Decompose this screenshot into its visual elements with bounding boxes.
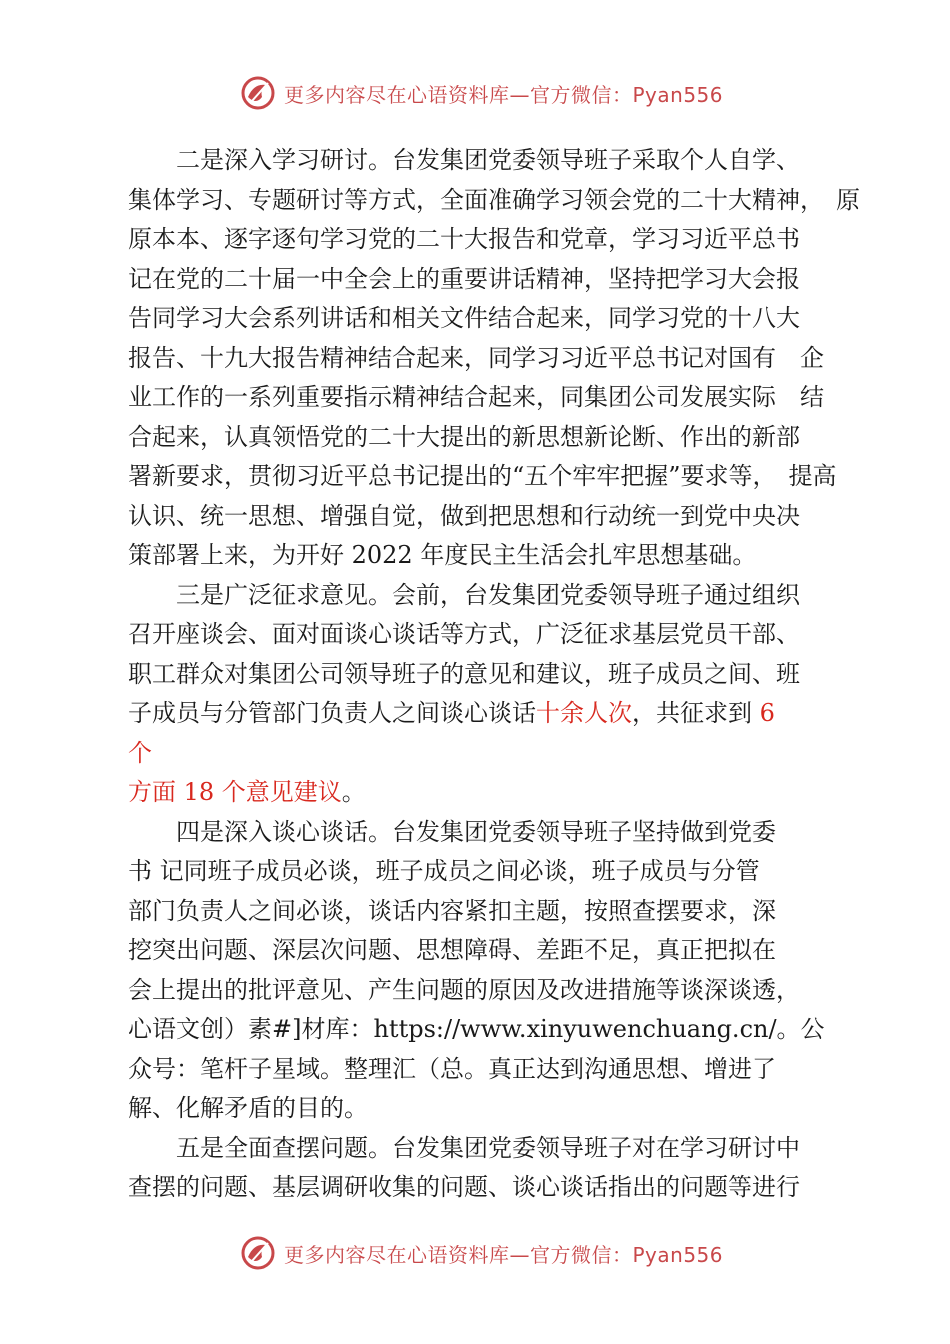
highlight-count-aspects: 6: [759, 699, 775, 727]
p3-line-5: 个: [128, 738, 152, 767]
p2-line-4: 记在党的二十届一中全会上的重要讲话精神，坚持把学习大会报: [128, 264, 800, 293]
swirl-logo-icon: [240, 1235, 276, 1271]
p3-line-6-period: 。: [341, 778, 366, 806]
p2-line-2: 集体学习、专题研讨等方式，全面准确学习领会党的二十大精神， 原: [128, 185, 860, 214]
footer-banner: [240, 1231, 723, 1275]
p4-line-5: 会上提出的批评意见、产生问题的原因及改进措施等谈深谈透，: [128, 975, 800, 1004]
highlight-count-people: 十余人次: [536, 699, 632, 727]
footer-banner-text: 更多内容尽在心语资料库—官方微信：Pyan556: [284, 1242, 724, 1267]
p4-line-8: 解、化解矛盾的目的。: [128, 1094, 368, 1122]
p3-line-4-text: 子成员与分管部门负责人之间谈心谈话: [128, 699, 536, 727]
p2-line-11: 策部署上来，为开好 2022 年度民主生活会扎牢思想基础。: [128, 541, 757, 569]
p2-line-8: 合起来，认真领悟党的二十大提出的新思想新论断、作出的新部: [128, 422, 800, 451]
p4-line-3: 部门负责人之间必谈，谈话内容紧扣主题，按照查摆要求，深: [128, 896, 776, 925]
p3-line-2: 召开座谈会、面对面谈心谈话等方式，广泛征求基层党员干部、: [128, 620, 800, 648]
p3-line-6: [128, 773, 828, 813]
p2-line-1: 二是深入学习研讨。台发集团党委领导班子采取个人自学、: [176, 146, 800, 174]
p2-line-6: 报告、十九大报告精神结合起来，同学习习近平总书记对国有 企: [128, 343, 824, 372]
p5-line-1: 五是全面查摆问题。台发集团党委领导班子对在学习研讨中: [176, 1133, 800, 1162]
p3-line-1: 三是广泛征求意见。会前，台发集团党委领导班子通过组织: [176, 580, 800, 609]
p3-line-4: [128, 694, 828, 734]
p2-line-9: 署新要求，贯彻习近平总书记提出的“五个牢牢把握”要求等， 提高: [128, 462, 837, 490]
p5-line-2: 查摆的问题、基层调研收集的问题、谈心谈话指出的问题等进行: [128, 1173, 800, 1201]
p3-line-4-text-b: ，共征求到: [632, 699, 760, 727]
document-body: [128, 141, 860, 1208]
p2-line-3: 原本本、逐字逐句学习党的二十大报告和党章，学习习近平总书: [128, 225, 800, 253]
p2-line-10: 认识、统一思想、增强自觉，做到把思想和行动统一到党中央决: [128, 501, 800, 530]
p4-line-4: 挖突出问题、深层次问题、思想障碍、差距不足，真正把拟在: [128, 936, 776, 964]
swirl-logo-icon: [240, 75, 276, 111]
p2-line-5: 告同学习大会系列讲话和相关文件结合起来，同学习党的十八大: [128, 304, 800, 332]
p4-line-7: 众号：笔杆子星域。整理汇（总。真正达到沟通思想、增进了: [128, 1054, 776, 1083]
p2-line-7: 业工作的一系列重要指示精神结合起来，同集团公司发展实际 结: [128, 383, 824, 411]
header-banner: [240, 71, 723, 115]
p3-line-3: 职工群众对集团公司领导班子的意见和建议，班子成员之间、班: [128, 659, 800, 688]
header-banner-text: 更多内容尽在心语资料库—官方微信：Pyan556: [284, 82, 724, 107]
highlight-suggestions: 方面 18 个意见建议: [128, 778, 342, 806]
p4-line-2: 书 记同班子成员必谈，班子成员之间必谈，班子成员与分管: [128, 857, 760, 885]
p4-line-1: 四是深入谈心谈话。台发集团党委领导班子坚持做到党委: [176, 817, 776, 846]
p4-line-6: 心语文创）素#]材库：https://www.xinyuwenchuang.cn/。公: [128, 1015, 825, 1043]
